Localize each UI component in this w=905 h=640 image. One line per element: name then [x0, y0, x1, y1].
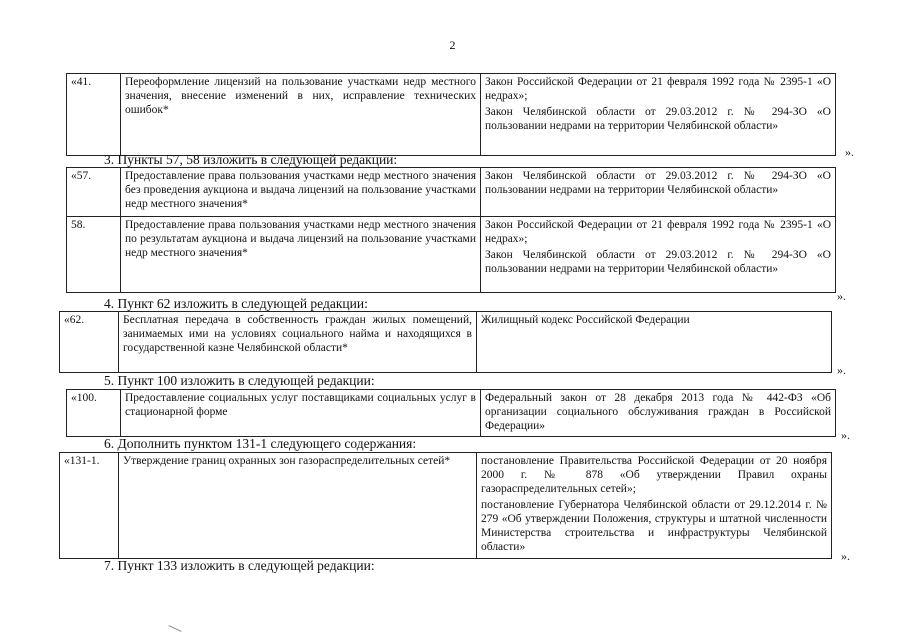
table-item-41: [66, 73, 836, 156]
service-name: Бесплатная передача в собственность граждан жилых помещений, занимаемых ими на условиях социального найма и находящихся в государственной казне Челябинской области*: [119, 312, 477, 373]
section-heading: 6. Дополнить пунктом 131-1 следующего содержания:: [104, 436, 417, 451]
service-name: Переоформление лицензий на пользование участками недр местного значения, внесение изменений в них, исправление технических ошибок*: [121, 74, 481, 156]
table-items-57-58: [66, 167, 836, 293]
table-row: [67, 390, 836, 437]
table-row: [60, 312, 832, 373]
law-ref: Закон Российской Федерации от 21 февраля 1992 года № 2395-1 «О недрах»;: [485, 76, 831, 102]
item-number: 58.: [67, 217, 121, 293]
item-number: «62.: [60, 312, 119, 373]
legal-basis: [481, 217, 836, 293]
quote-end: ».: [841, 549, 850, 563]
scan-mark: [168, 625, 181, 632]
law-ref: постановление Губернатора Челябинской области от 29.12.2014 г. № 279 «Об утверждении Положения, структуры и штатной численности Министерства строительства и инфраструктуры Челябинской области»: [481, 499, 827, 553]
table-item-100: [66, 389, 836, 437]
section-heading: 7. Пункт 133 изложить в следующей редакции:: [104, 558, 375, 573]
quote-end: ».: [837, 363, 846, 377]
legal-basis: [477, 453, 832, 559]
service-name: Утверждение границ охранных зон газораспределительных сетей*: [119, 453, 477, 559]
service-name: Предоставление права пользования участками недр местного значения без проведения аукциона и выдача лицензий на пользование участками недр местного значения*: [121, 168, 481, 217]
item-number: «57.: [67, 168, 121, 217]
law-ref: Закон Челябинской области от 29.03.2012 г. № 294-ЗО «О пользовании недрами на территории Челябинской области»: [485, 106, 831, 132]
law-ref: постановление Правительства Российской Федерации от 20 ноября 2000 г. № 878 «Об утверждении Правил охраны газораспределительных сетей»;: [481, 455, 827, 495]
quote-end: ».: [837, 289, 846, 303]
table-row: [60, 453, 832, 559]
table-item-131-1: [59, 452, 832, 559]
item-number: «41.: [67, 74, 121, 156]
section-heading: 4. Пункт 62 изложить в следующей редакции:: [104, 296, 368, 311]
quote-end: ».: [841, 428, 850, 442]
law-ref: Закон Челябинской области от 29.03.2012 г. № 294-ЗО «О пользовании недрами на территории Челябинской области»: [485, 170, 831, 196]
table-row: [67, 217, 836, 293]
section-heading: 3. Пункты 57, 58 изложить в следующей редакции:: [104, 152, 398, 167]
table-row: [67, 74, 836, 156]
law-ref: Закон Российской Федерации от 21 февраля 1992 года № 2395-1 «О недрах»;: [485, 219, 831, 245]
legal-basis: [481, 168, 836, 217]
legal-basis: [477, 312, 832, 373]
table-row: [67, 168, 836, 217]
service-name: Предоставление права пользования участками недр местного значения по результатам аукциона и выдача лицензий на пользование участками недр местного значения*: [121, 217, 481, 293]
item-number: «100.: [67, 390, 121, 437]
page-number: 2: [449, 38, 456, 52]
quote-end: ».: [845, 145, 854, 159]
law-ref: Жилищный кодекс Российской Федерации: [481, 314, 690, 326]
law-ref: Закон Челябинской области от 29.03.2012 г. № 294-ЗО «О пользовании недрами на территории Челябинской области»: [485, 249, 831, 275]
section-heading: 5. Пункт 100 изложить в следующей редакции:: [104, 373, 375, 388]
table-item-62: [59, 311, 832, 373]
law-ref: Федеральный закон от 28 декабря 2013 года № 442-ФЗ «Об организации социального обслуживания граждан в Российской Федерации»: [485, 392, 831, 432]
legal-basis: [481, 390, 836, 437]
legal-basis: [481, 74, 836, 156]
item-number: «131-1.: [60, 453, 119, 559]
service-name: Предоставление социальных услуг поставщиками социальных услуг в стационарной форме: [121, 390, 481, 437]
